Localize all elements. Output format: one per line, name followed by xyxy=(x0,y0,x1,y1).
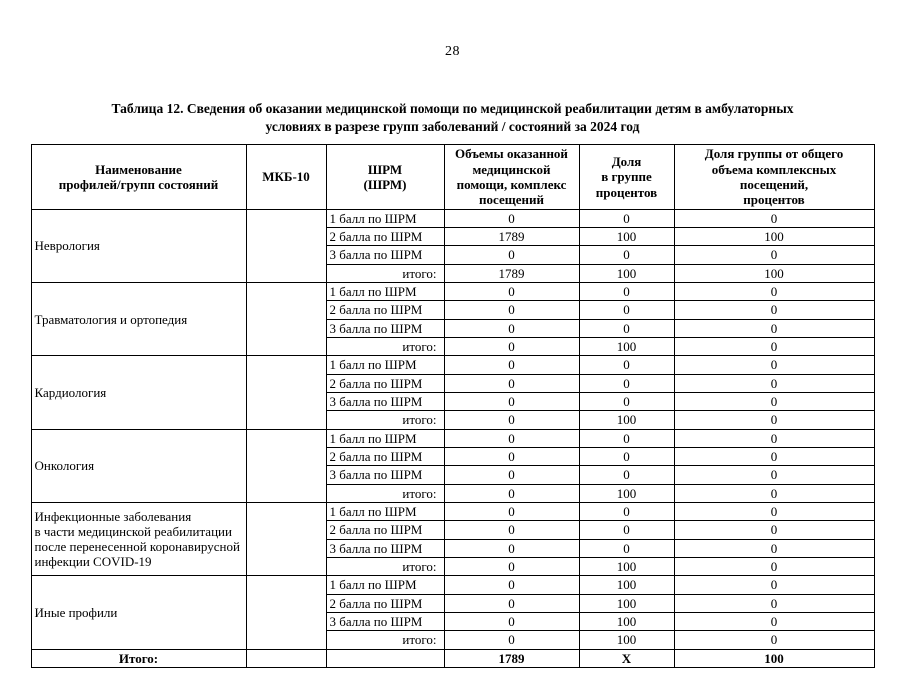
share-value: 100 xyxy=(579,576,674,594)
group-name-cell: Онкология xyxy=(31,429,246,502)
total-share-value: 100 xyxy=(674,228,874,246)
shrm-label: 2 балла по ШРМ xyxy=(326,448,444,466)
table-row-grand-total xyxy=(31,649,874,667)
subtotal-label: итого: xyxy=(326,631,444,649)
grand-total-share-of-total: 100 xyxy=(674,649,874,667)
header-profile-name xyxy=(31,145,246,209)
share-value: 100 xyxy=(579,594,674,612)
share-value: 100 xyxy=(579,338,674,356)
header-shrm xyxy=(326,145,444,209)
grand-total-label: Итого: xyxy=(31,649,246,667)
table-body xyxy=(31,209,874,667)
share-value: 0 xyxy=(579,393,674,411)
grand-total-mkb xyxy=(246,649,326,667)
volume-value: 0 xyxy=(444,612,579,630)
shrm-label: 3 балла по ШРМ xyxy=(326,539,444,557)
total-share-value: 0 xyxy=(674,466,874,484)
subtotal-label: итого: xyxy=(326,411,444,429)
total-share-value: 0 xyxy=(674,356,874,374)
share-value: 100 xyxy=(579,557,674,575)
volume-value: 0 xyxy=(444,246,579,264)
table-row xyxy=(31,503,874,521)
share-value: 0 xyxy=(579,539,674,557)
share-value: 0 xyxy=(579,301,674,319)
table-row xyxy=(31,209,874,227)
header-volume-line-1: Объемы оказанной xyxy=(455,146,568,162)
volume-value: 0 xyxy=(444,594,579,612)
header-total-line-4: процентов xyxy=(743,192,805,208)
volume-value: 0 xyxy=(444,411,579,429)
shrm-label: 1 балл по ШРМ xyxy=(326,576,444,594)
volume-value: 0 xyxy=(444,283,579,301)
group-mkb-cell xyxy=(246,429,326,502)
header-share-line-1: Доля xyxy=(611,154,642,170)
group-name-line-4: инфекции COVID-19 xyxy=(34,554,152,570)
table-row xyxy=(31,429,874,447)
group-name-cell: Иные профили xyxy=(31,576,246,649)
group-name-cell: Неврология xyxy=(31,209,246,282)
share-value: 0 xyxy=(579,356,674,374)
total-share-value: 0 xyxy=(674,338,874,356)
group-mkb-cell xyxy=(246,503,326,576)
shrm-label: 3 балла по ШРМ xyxy=(326,246,444,264)
group-name-line-1: Инфекционные заболевания xyxy=(34,508,192,524)
total-share-value: 0 xyxy=(674,503,874,521)
group-mkb-cell xyxy=(246,356,326,429)
shrm-label: 1 балл по ШРМ xyxy=(326,429,444,447)
shrm-label: 2 балла по ШРМ xyxy=(326,374,444,392)
grand-total-volume: 1789 xyxy=(444,649,579,667)
total-share-value: 0 xyxy=(674,594,874,612)
subtotal-label: итого: xyxy=(326,338,444,356)
document-page xyxy=(0,44,905,684)
share-value: 100 xyxy=(579,228,674,246)
subtotal-label: итого: xyxy=(326,264,444,282)
volume-value: 0 xyxy=(444,448,579,466)
share-value: 0 xyxy=(579,374,674,392)
share-value: 0 xyxy=(579,448,674,466)
header-share-line-3: процентов xyxy=(595,184,658,200)
share-value: 100 xyxy=(579,484,674,502)
shrm-label: 2 балла по ШРМ xyxy=(326,521,444,539)
volume-value: 1789 xyxy=(444,228,579,246)
volume-value: 0 xyxy=(444,503,579,521)
total-share-value: 0 xyxy=(674,557,874,575)
grand-total-shrm xyxy=(326,649,444,667)
grand-total-share: Х xyxy=(579,649,674,667)
group-name-cell xyxy=(31,503,246,576)
volume-value: 0 xyxy=(444,209,579,227)
group-name-cell: Кардиология xyxy=(31,356,246,429)
share-value: 0 xyxy=(579,283,674,301)
group-mkb-cell xyxy=(246,576,326,649)
volume-value: 0 xyxy=(444,539,579,557)
volume-value: 0 xyxy=(444,338,579,356)
group-name-cell: Травматология и ортопедия xyxy=(31,283,246,356)
total-share-value: 0 xyxy=(674,539,874,557)
total-share-value: 0 xyxy=(674,301,874,319)
header-mkb: МКБ-10 xyxy=(246,145,326,209)
header-shrm-line-1: ШРМ xyxy=(367,161,403,177)
table-title-line-2: условиях в разрезе групп заболеваний / состояний за 2024 год xyxy=(265,119,640,135)
volume-value: 0 xyxy=(444,557,579,575)
share-value: 100 xyxy=(579,631,674,649)
volume-value: 0 xyxy=(444,576,579,594)
total-share-value: 100 xyxy=(674,264,874,282)
total-share-value: 0 xyxy=(674,319,874,337)
header-share-in-group xyxy=(579,145,674,209)
group-mkb-cell xyxy=(246,283,326,356)
share-value: 0 xyxy=(579,503,674,521)
subtotal-label: итого: xyxy=(326,484,444,502)
table-row xyxy=(31,356,874,374)
shrm-label: 3 балла по ШРМ xyxy=(326,466,444,484)
header-total-line-2: объема комплексных xyxy=(711,161,837,177)
total-share-value: 0 xyxy=(674,612,874,630)
page-number: 28 xyxy=(445,44,460,59)
header-total-line-3: посещений, xyxy=(739,177,809,193)
share-value: 0 xyxy=(579,429,674,447)
total-share-value: 0 xyxy=(674,521,874,539)
total-share-value: 0 xyxy=(674,448,874,466)
header-share-of-total xyxy=(674,145,874,209)
volume-value: 0 xyxy=(444,484,579,502)
volume-value: 0 xyxy=(444,319,579,337)
header-profile-name-line-1: Наименование xyxy=(95,161,182,177)
group-mkb-cell xyxy=(246,209,326,282)
share-value: 0 xyxy=(579,521,674,539)
shrm-label: 2 балла по ШРМ xyxy=(326,228,444,246)
volume-value: 1789 xyxy=(444,264,579,282)
header-profile-name-line-2: профилей/групп состояний xyxy=(58,177,219,193)
volume-value: 0 xyxy=(444,356,579,374)
table-row xyxy=(31,576,874,594)
header-volume-line-2: медицинской xyxy=(472,161,551,177)
shrm-label: 1 балл по ШРМ xyxy=(326,209,444,227)
shrm-label: 2 балла по ШРМ xyxy=(326,301,444,319)
volume-value: 0 xyxy=(444,466,579,484)
volume-value: 0 xyxy=(444,374,579,392)
share-value: 100 xyxy=(579,411,674,429)
share-value: 0 xyxy=(579,246,674,264)
share-value: 100 xyxy=(579,612,674,630)
total-share-value: 0 xyxy=(674,283,874,301)
shrm-label: 1 балл по ШРМ xyxy=(326,503,444,521)
shrm-label: 1 балл по ШРМ xyxy=(326,356,444,374)
total-share-value: 0 xyxy=(674,411,874,429)
table-row xyxy=(31,283,874,301)
volume-value: 0 xyxy=(444,393,579,411)
subtotal-label: итого: xyxy=(326,557,444,575)
total-share-value: 0 xyxy=(674,393,874,411)
table-title xyxy=(62,100,843,136)
total-share-value: 0 xyxy=(674,374,874,392)
group-name-line-2: в части медицинской реабилитации xyxy=(34,523,232,539)
header-volume-line-4: посещений xyxy=(479,192,544,208)
table-header xyxy=(31,145,874,209)
header-volume xyxy=(444,145,579,209)
shrm-label: 3 балла по ШРМ xyxy=(326,319,444,337)
total-share-value: 0 xyxy=(674,631,874,649)
table-title-line-1: Таблица 12. Сведения об оказании медицинской помощи по медицинской реабилитации детям в амбулаторных xyxy=(111,101,794,116)
share-value: 100 xyxy=(579,264,674,282)
shrm-label: 2 балла по ШРМ xyxy=(326,594,444,612)
volume-value: 0 xyxy=(444,429,579,447)
total-share-value: 0 xyxy=(674,246,874,264)
share-value: 0 xyxy=(579,209,674,227)
share-value: 0 xyxy=(579,466,674,484)
shrm-label: 3 балла по ШРМ xyxy=(326,393,444,411)
total-share-value: 0 xyxy=(674,576,874,594)
volume-value: 0 xyxy=(444,301,579,319)
header-share-line-2: в группе xyxy=(601,169,652,185)
header-shrm-line-2: (ШРМ) xyxy=(363,177,407,193)
header-total-line-1: Доля группы от общего xyxy=(704,146,844,162)
rehabilitation-statistics-table xyxy=(31,144,875,668)
volume-value: 0 xyxy=(444,521,579,539)
shrm-label: 1 балл по ШРМ xyxy=(326,283,444,301)
shrm-label: 3 балла по ШРМ xyxy=(326,612,444,630)
share-value: 0 xyxy=(579,319,674,337)
total-share-value: 0 xyxy=(674,209,874,227)
group-name-line-3: после перенесенной коронавирусной xyxy=(34,539,240,555)
total-share-value: 0 xyxy=(674,429,874,447)
table-header-row xyxy=(31,145,874,209)
volume-value: 0 xyxy=(444,631,579,649)
header-volume-line-3: помощи, комплекс xyxy=(456,177,567,193)
total-share-value: 0 xyxy=(674,484,874,502)
